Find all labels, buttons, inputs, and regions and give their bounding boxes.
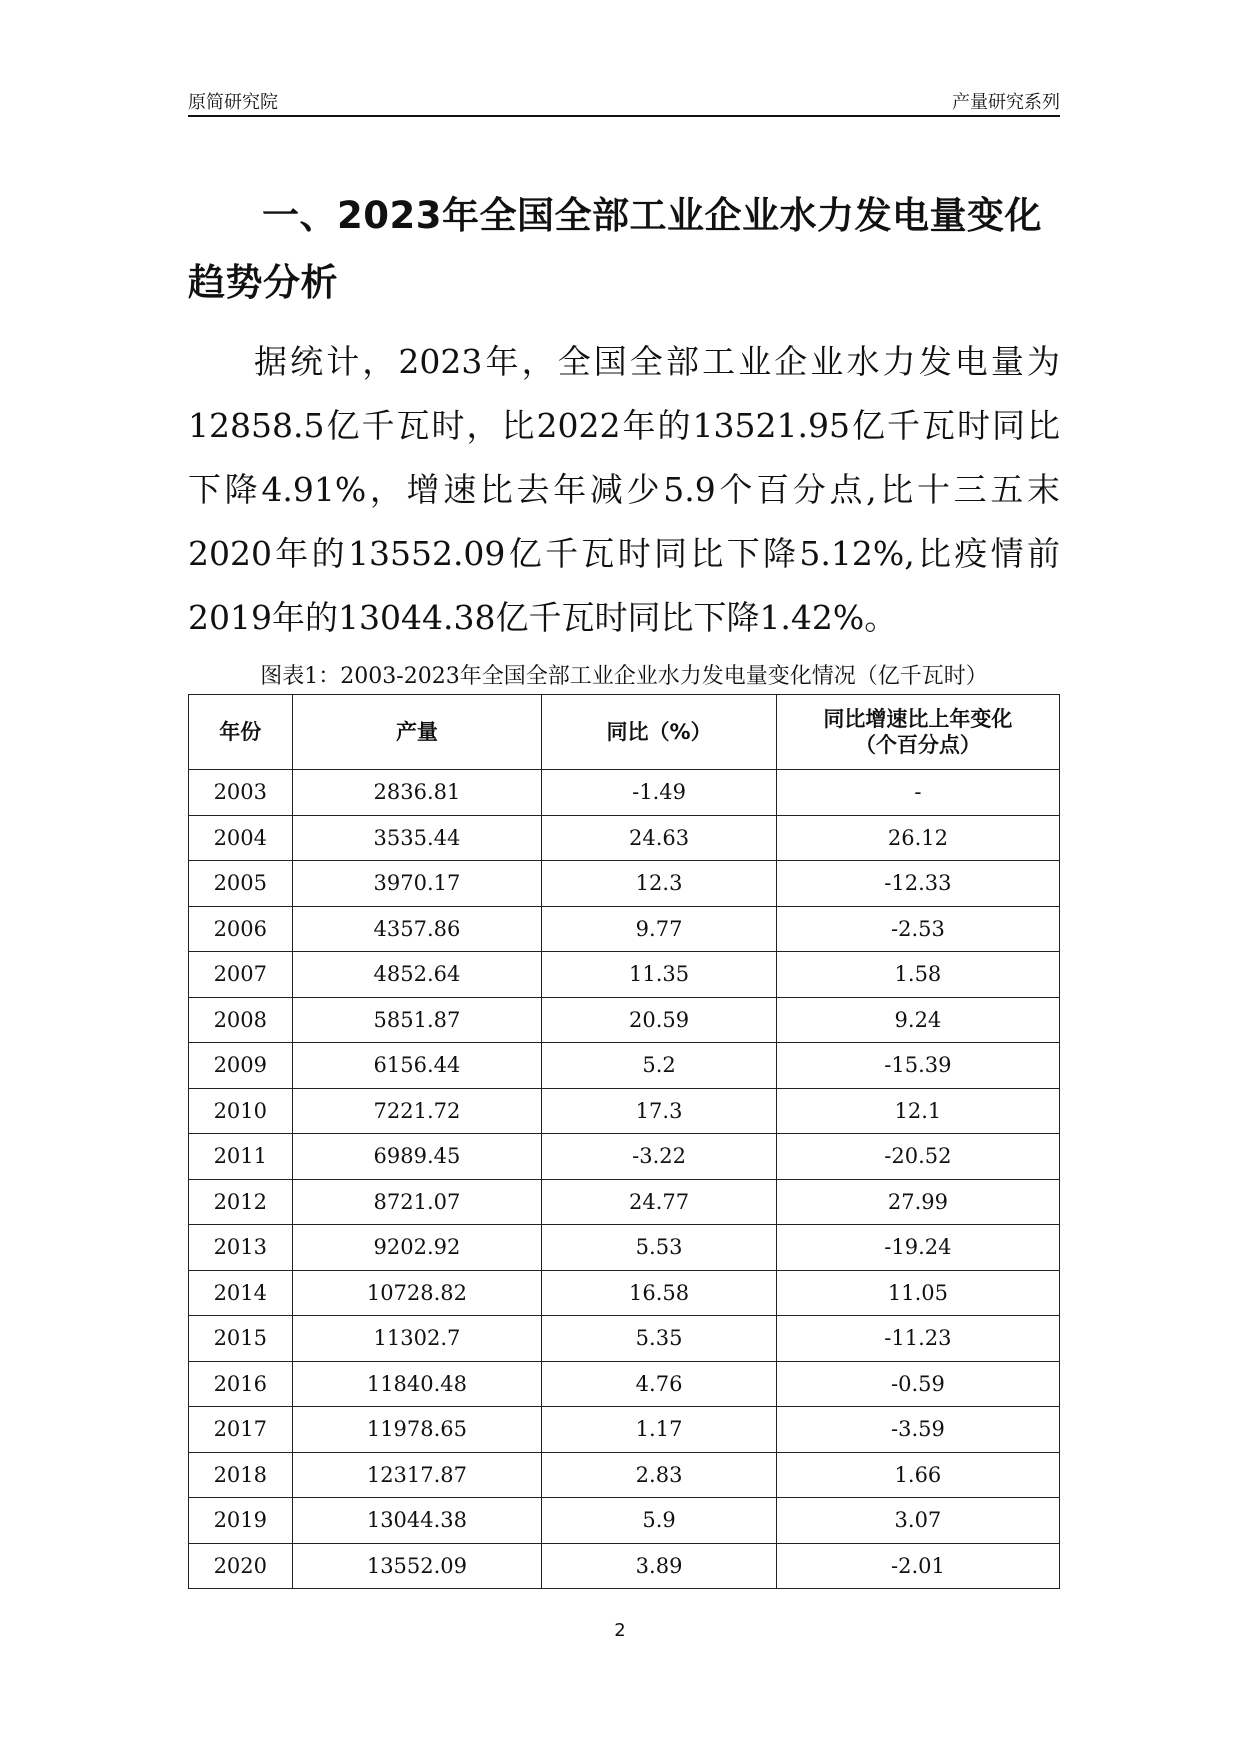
cell-change: - bbox=[776, 770, 1059, 816]
cell-year: 2015 bbox=[189, 1316, 293, 1362]
cell-yoy: 5.9 bbox=[542, 1498, 777, 1544]
table-row bbox=[189, 1088, 1060, 1134]
header-change-line1: 同比增速比上年变化 bbox=[823, 707, 1013, 731]
cell-yoy: 20.59 bbox=[542, 997, 777, 1043]
cell-yoy: 1.17 bbox=[542, 1407, 777, 1453]
table-caption: 图表1：2003-2023年全国全部工业企业水力发电量变化情况（亿千瓦时） bbox=[260, 664, 988, 689]
cell-yoy: 11.35 bbox=[542, 952, 777, 998]
table-row bbox=[189, 1316, 1060, 1362]
cell-production: 7221.72 bbox=[292, 1088, 542, 1134]
body-paragraph: 据统计，2023年，全国全部工业企业水力发电量为12858.5亿千瓦时，比2022年的13521.95亿千瓦时同比下降4.91%，增速比去年减少5.9个百分点,比十三五末2020年的13552.09亿千瓦时同比下降5.12%,比疫情前2019年的13044.38亿千瓦时同比下降1.42%。 bbox=[188, 342, 1060, 637]
cell-change: -19.24 bbox=[776, 1225, 1059, 1271]
cell-yoy: -3.22 bbox=[542, 1134, 777, 1180]
cell-change: -12.33 bbox=[776, 861, 1059, 907]
cell-production: 10728.82 bbox=[292, 1270, 542, 1316]
table-row bbox=[189, 815, 1060, 861]
table-row bbox=[189, 1043, 1060, 1089]
table-row bbox=[189, 770, 1060, 816]
cell-yoy: 17.3 bbox=[542, 1088, 777, 1134]
cell-yoy: 3.89 bbox=[542, 1543, 777, 1589]
cell-production: 3970.17 bbox=[292, 861, 542, 907]
header-year: 年份 bbox=[189, 695, 293, 770]
cell-year: 2006 bbox=[189, 906, 293, 952]
cell-change: 1.66 bbox=[776, 1452, 1059, 1498]
cell-yoy: 16.58 bbox=[542, 1270, 777, 1316]
table-row bbox=[189, 1498, 1060, 1544]
cell-production: 9202.92 bbox=[292, 1225, 542, 1271]
cell-year: 2020 bbox=[189, 1543, 293, 1589]
cell-change: 3.07 bbox=[776, 1498, 1059, 1544]
cell-production: 4852.64 bbox=[292, 952, 542, 998]
cell-change: -2.01 bbox=[776, 1543, 1059, 1589]
production-table bbox=[188, 694, 1060, 1589]
cell-production: 13552.09 bbox=[292, 1543, 542, 1589]
cell-change: -0.59 bbox=[776, 1361, 1059, 1407]
cell-production: 6989.45 bbox=[292, 1134, 542, 1180]
cell-year: 2017 bbox=[189, 1407, 293, 1453]
table-row bbox=[189, 1270, 1060, 1316]
cell-production: 11840.48 bbox=[292, 1361, 542, 1407]
table-row bbox=[189, 1407, 1060, 1453]
cell-change: 9.24 bbox=[776, 997, 1059, 1043]
header-change-line2: （个百分点） bbox=[854, 733, 981, 757]
section-heading: 一、2023年全国全部工业企业水力发电量变化趋势分析 bbox=[188, 194, 1042, 304]
cell-year: 2010 bbox=[189, 1088, 293, 1134]
page-number: 2 bbox=[614, 1620, 626, 1641]
cell-yoy: 5.2 bbox=[542, 1043, 777, 1089]
cell-year: 2011 bbox=[189, 1134, 293, 1180]
cell-change: -11.23 bbox=[776, 1316, 1059, 1362]
cell-yoy: 2.83 bbox=[542, 1452, 777, 1498]
table-row bbox=[189, 997, 1060, 1043]
cell-production: 5851.87 bbox=[292, 997, 542, 1043]
cell-yoy: 24.77 bbox=[542, 1179, 777, 1225]
table-row bbox=[189, 861, 1060, 907]
cell-yoy: 24.63 bbox=[542, 815, 777, 861]
cell-year: 2013 bbox=[189, 1225, 293, 1271]
cell-year: 2012 bbox=[189, 1179, 293, 1225]
cell-year: 2004 bbox=[189, 815, 293, 861]
cell-production: 4357.86 bbox=[292, 906, 542, 952]
cell-year: 2014 bbox=[189, 1270, 293, 1316]
cell-change: -20.52 bbox=[776, 1134, 1059, 1180]
cell-year: 2009 bbox=[189, 1043, 293, 1089]
cell-change: 26.12 bbox=[776, 815, 1059, 861]
cell-year: 2019 bbox=[189, 1498, 293, 1544]
cell-production: 8721.07 bbox=[292, 1179, 542, 1225]
cell-production: 3535.44 bbox=[292, 815, 542, 861]
header-yoy: 同比（%） bbox=[542, 695, 777, 770]
cell-change: -2.53 bbox=[776, 906, 1059, 952]
cell-production: 12317.87 bbox=[292, 1452, 542, 1498]
table-row bbox=[189, 1179, 1060, 1225]
cell-yoy: 5.35 bbox=[542, 1316, 777, 1362]
cell-year: 2007 bbox=[189, 952, 293, 998]
table-row bbox=[189, 1543, 1060, 1589]
cell-yoy: 12.3 bbox=[542, 861, 777, 907]
cell-year: 2018 bbox=[189, 1452, 293, 1498]
table-row bbox=[189, 1134, 1060, 1180]
header-divider bbox=[188, 115, 1060, 117]
header-change bbox=[776, 695, 1059, 770]
header-production: 产量 bbox=[292, 695, 542, 770]
table-row bbox=[189, 952, 1060, 998]
table-row bbox=[189, 1361, 1060, 1407]
cell-change: 27.99 bbox=[776, 1179, 1059, 1225]
cell-year: 2016 bbox=[189, 1361, 293, 1407]
cell-production: 6156.44 bbox=[292, 1043, 542, 1089]
cell-year: 2008 bbox=[189, 997, 293, 1043]
cell-yoy: 4.76 bbox=[542, 1361, 777, 1407]
table-header-row bbox=[189, 695, 1060, 770]
cell-yoy: 9.77 bbox=[542, 906, 777, 952]
cell-yoy: -1.49 bbox=[542, 770, 777, 816]
cell-change: 1.58 bbox=[776, 952, 1059, 998]
cell-year: 2003 bbox=[189, 770, 293, 816]
header-org-name: 原简研究院 bbox=[188, 92, 278, 113]
cell-change: 11.05 bbox=[776, 1270, 1059, 1316]
cell-change: -15.39 bbox=[776, 1043, 1059, 1089]
cell-production: 2836.81 bbox=[292, 770, 542, 816]
table-row bbox=[189, 1452, 1060, 1498]
cell-year: 2005 bbox=[189, 861, 293, 907]
page-header bbox=[188, 88, 1060, 116]
cell-production: 11978.65 bbox=[292, 1407, 542, 1453]
cell-production: 11302.7 bbox=[292, 1316, 542, 1362]
cell-production: 13044.38 bbox=[292, 1498, 542, 1544]
cell-yoy: 5.53 bbox=[542, 1225, 777, 1271]
header-series-name: 产量研究系列 bbox=[952, 92, 1060, 113]
table-body bbox=[189, 770, 1060, 1589]
table-row bbox=[189, 906, 1060, 952]
cell-change: 12.1 bbox=[776, 1088, 1059, 1134]
cell-change: -3.59 bbox=[776, 1407, 1059, 1453]
table-row bbox=[189, 1225, 1060, 1271]
